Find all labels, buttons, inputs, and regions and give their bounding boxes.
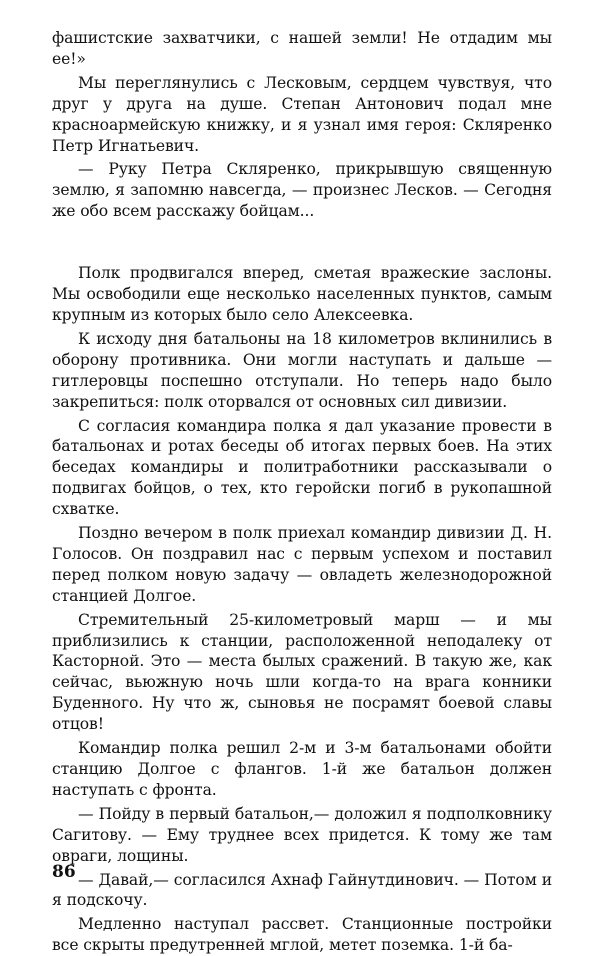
paragraph: Стремительный 25-километровый марш — и мы приблизились к станции, расположенной неподалеку от Касторной. Это — места былых сражений. В такую же, как сейчас, вьюжную ночь шли когда-то на врага конники Буденного. Ну что ж, сыновья не посрамят боевой славы отцов! bbox=[52, 610, 552, 734]
paragraph: — Пойду в первый батальон,— доложил я подполковнику Сагитову. — Ему труднее всех придется. К тому же там овраги, лощины. bbox=[52, 804, 552, 865]
paragraph: — Руку Петра Скляренко, прикрывшую священную землю, я запомню навсегда, — произнес Лесков. — Сегодня же обо всем расскажу бойцам... bbox=[52, 160, 552, 221]
paragraph: — Давай,— согласился Ахнаф Гайнутдинович. — Потом и я подскочу. bbox=[52, 870, 552, 910]
paragraph: С согласия командира полка я дал указание провести в батальонах и ротах беседы об итогах первых боев. На этих беседах командиры и политработники рассказывали о подвигах бойцов, о тех, кто геройски погиб в рукопашной схватке. bbox=[52, 416, 552, 519]
paragraph: фашистские захватчики, с нашей земли! Не отдадим мы ее!» bbox=[52, 29, 552, 68]
paragraph: Полк продвигался вперед, сметая вражеские заслоны. Мы освободили еще несколько населенных пунктов, самым крупным из которых было село Алексеевка. bbox=[52, 264, 552, 324]
paragraph: Медленно наступал рассвет. Станционные постройки все скрыты предутренней мглой, метет поземка. 1-й ба- bbox=[52, 915, 552, 955]
paragraph: Мы переглянулись с Лесковым, сердцем чувствуя, что друг у друга на душе. Степан Антонович подал мне красноармейскую книжку, и я узнал имя героя: Скляренко Петр Игнатьевич. bbox=[52, 73, 552, 155]
section-break bbox=[52, 225, 552, 263]
paragraph: К исходу дня батальоны на 18 километров вклинились в оборону противника. Они могли наступать и дальше — гитлеровцы поспешно отступали. Но теперь надо было закрепиться: полк оторвался от основных сил дивизии. bbox=[52, 329, 552, 411]
page-number: 86 bbox=[52, 862, 76, 882]
paragraph: Поздно вечером в полк приехал командир дивизии Д. Н. Голосов. Он поздравил нас с первым успехом и поставил перед полком новую задачу — овладеть железнодорожной станцией Долгое. bbox=[52, 524, 552, 605]
paragraph: Командир полка решил 2-м и 3-м батальонами обойти станцию Долгое с флангов. 1-й же батальон должен наступать с фронта. bbox=[52, 739, 552, 799]
body-text bbox=[52, 28, 552, 956]
